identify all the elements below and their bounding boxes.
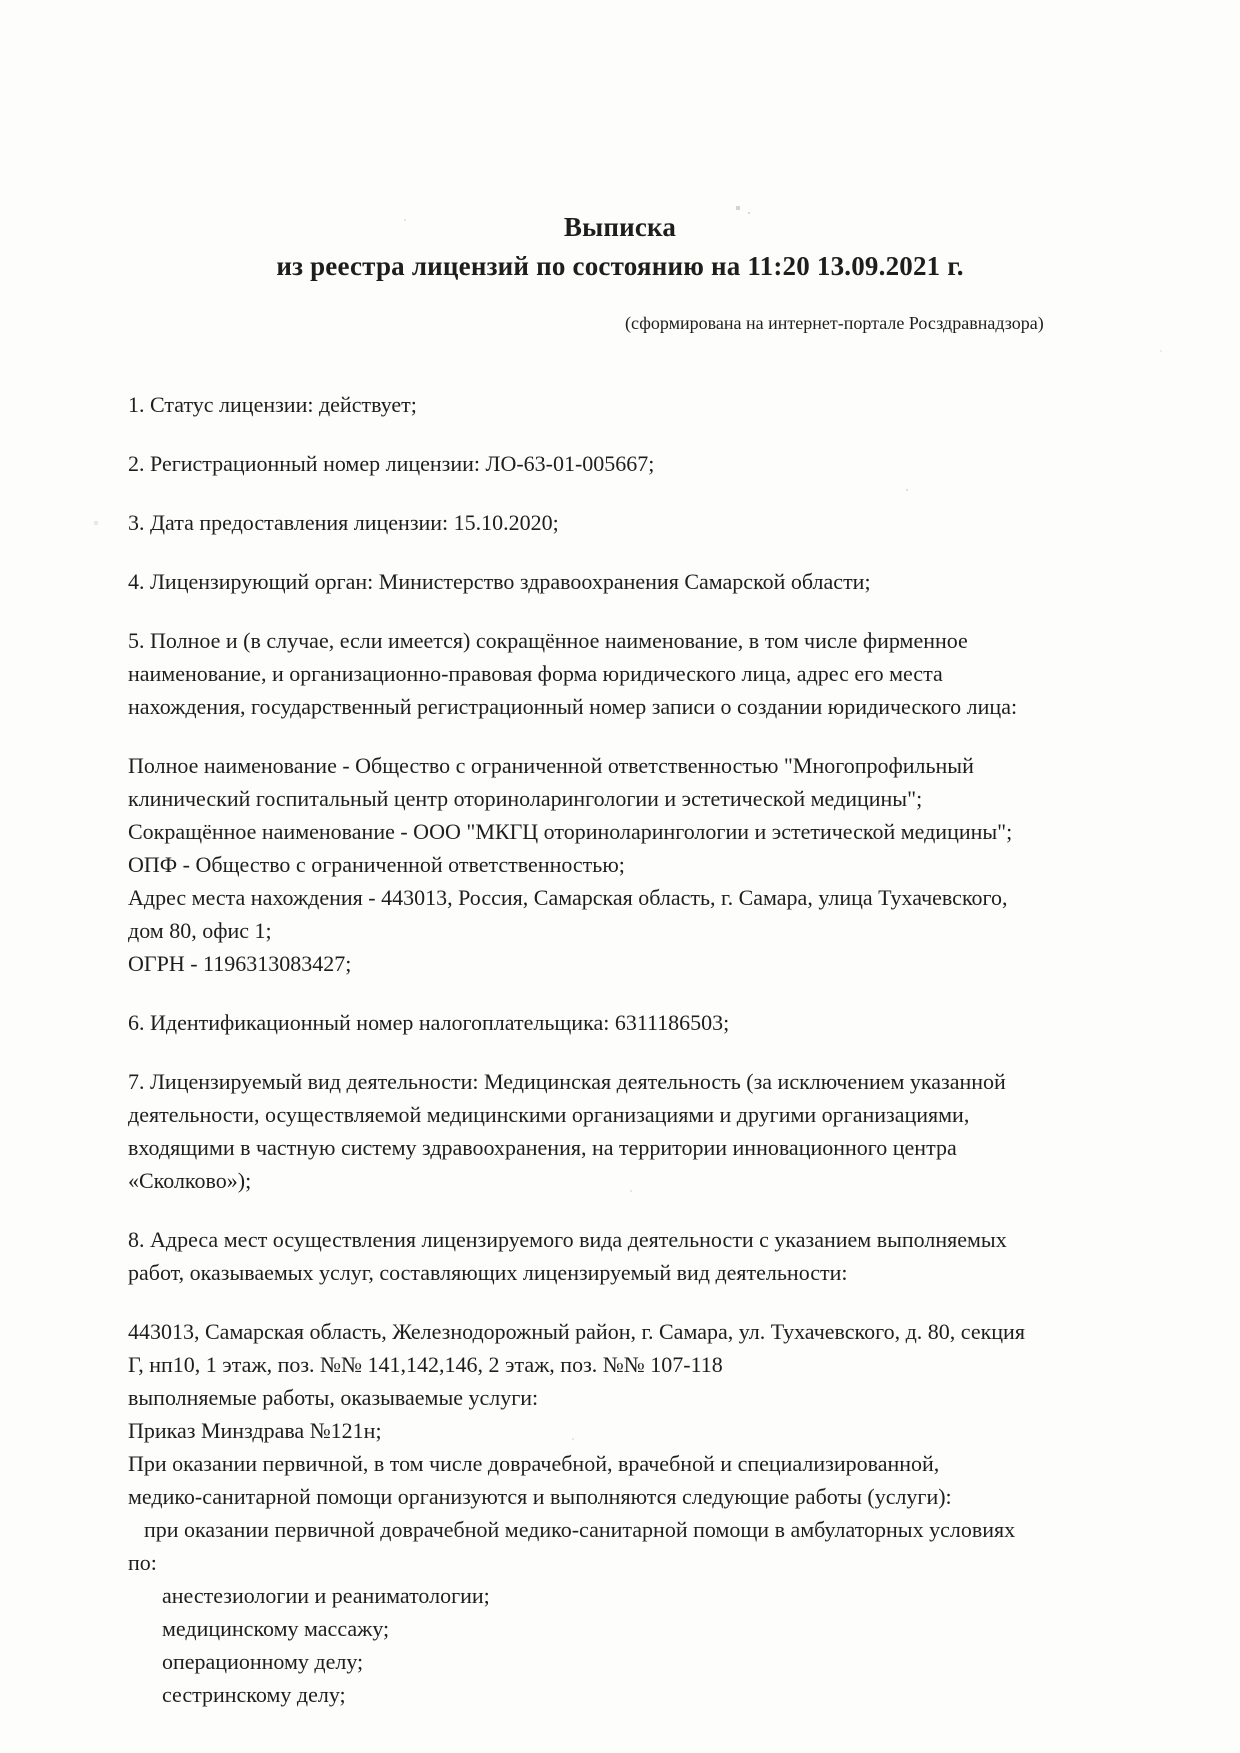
text-line: «Сколково»); bbox=[128, 1168, 252, 1193]
text-line: Приказ Минздрава №121н; bbox=[128, 1418, 382, 1443]
paragraph bbox=[128, 749, 1200, 980]
text-line: клинический госпитальный центр оториноларингологии и эстетической медицины"; bbox=[128, 786, 923, 811]
text-line: 2. Регистрационный номер лицензии: ЛО-63-01-005667; bbox=[128, 451, 655, 476]
text-line: деятельности, осуществляемой медицинскими организациями и другими организациями, bbox=[128, 1102, 970, 1127]
text-line: при оказании первичной доврачебной медико-санитарной помощи в амбулаторных условиях bbox=[144, 1517, 1016, 1542]
text-line: по: bbox=[128, 1550, 157, 1575]
text-line: ОГРН - 1196313083427; bbox=[128, 951, 352, 976]
paragraph bbox=[128, 506, 1200, 539]
paragraph bbox=[128, 388, 1200, 421]
document-subtitle: (сформирована на интернет-портале Росздравнадзора) bbox=[625, 313, 1044, 333]
text-line: сестринскому делу; bbox=[162, 1682, 346, 1707]
text-line: 1. Статус лицензии: действует; bbox=[128, 392, 417, 417]
text-line: выполняемые работы, оказываемые услуги: bbox=[128, 1385, 539, 1410]
text-line: ОПФ - Общество с ограниченной ответственностью; bbox=[128, 852, 625, 877]
text-line: медико-санитарной помощи организуются и выполняются следующие работы (услуги): bbox=[128, 1484, 952, 1509]
text-line: входящими в частную систему здравоохранения, на территории инновационного центра bbox=[128, 1135, 957, 1160]
paragraph bbox=[128, 624, 1200, 723]
text-line: 4. Лицензирующий орган: Министерство здравоохранения Самарской области; bbox=[128, 569, 871, 594]
title-line-2: из реестра лицензий по состоянию на 11:20 13.09.2021 г. bbox=[276, 251, 964, 281]
text-line: 5. Полное и (в случае, если имеется) сокращённое наименование, в том числе фирменное bbox=[128, 628, 968, 653]
text-line: 8. Адреса мест осуществления лицензируемого вида деятельности с указанием выполняемых bbox=[128, 1227, 1007, 1252]
text-line: Сокращённое наименование - ООО "МКГЦ оториноларингологии и эстетической медицины"; bbox=[128, 819, 1013, 844]
text-line: Адрес места нахождения - 443013, Россия, Самарская область, г. Самара, улица Тухачевского, bbox=[128, 885, 1008, 910]
text-line: Полное наименование - Общество с ограниченной ответственностью "Многопрофильный bbox=[128, 753, 974, 778]
text-line: 7. Лицензируемый вид деятельности: Медицинская деятельность (за исключением указанной bbox=[128, 1069, 1006, 1094]
text-line: При оказании первичной, в том числе доврачебной, врачебной и специализированной, bbox=[128, 1451, 940, 1476]
text-line: операционному делу; bbox=[162, 1649, 364, 1674]
text-line: 3. Дата предоставления лицензии: 15.10.2020; bbox=[128, 510, 559, 535]
paragraph bbox=[128, 1315, 1200, 1711]
paragraph bbox=[128, 1006, 1200, 1039]
text-line: 6. Идентификационный номер налогоплательщика: 6311186503; bbox=[128, 1010, 730, 1035]
text-line: дом 80, офис 1; bbox=[128, 918, 272, 943]
text-line: анестезиологии и реаниматологии; bbox=[162, 1583, 490, 1608]
text-line: 443013, Самарская область, Железнодорожный район, г. Самара, ул. Тухачевского, д. 80, секция bbox=[128, 1319, 1025, 1344]
text-line: нахождения, государственный регистрационный номер записи о создании юридического лица: bbox=[128, 694, 1018, 719]
text-line: наименование, и организационно-правовая форма юридического лица, адрес его места bbox=[128, 661, 943, 686]
scan-noise bbox=[0, 0, 2, 2]
paragraph bbox=[128, 1223, 1200, 1289]
paragraph bbox=[128, 565, 1200, 598]
text-line: работ, оказываемых услуг, составляющих лицензируемый вид деятельности: bbox=[128, 1260, 848, 1285]
title-line-1: Выписка bbox=[563, 212, 677, 242]
text-line: Г, нп10, 1 этаж, поз. №№ 141,142,146, 2 этаж, поз. №№ 107-118 bbox=[128, 1352, 723, 1377]
paragraph bbox=[128, 447, 1200, 480]
text-line: медицинскому массажу; bbox=[162, 1616, 390, 1641]
paragraph bbox=[128, 1065, 1200, 1197]
document-body bbox=[128, 388, 1200, 1711]
document-title bbox=[0, 0, 1240, 286]
